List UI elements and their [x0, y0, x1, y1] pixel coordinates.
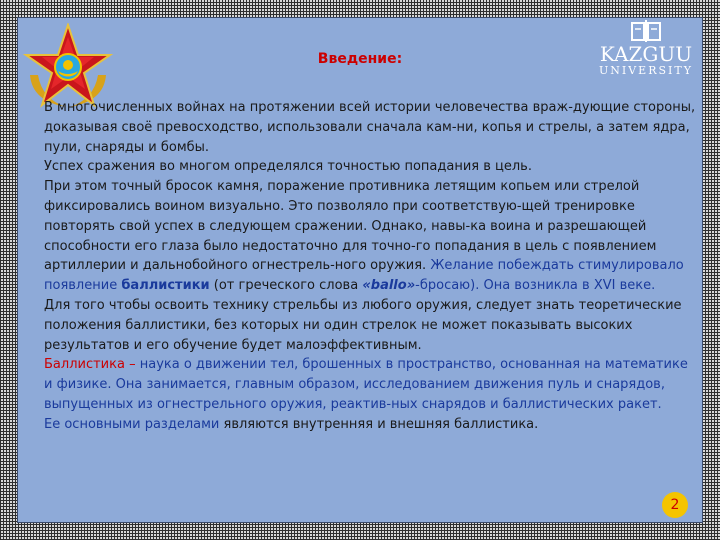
ballistics-term: баллистики: [121, 278, 210, 294]
kazguu-logo: [596, 20, 696, 86]
body-text: [32, 98, 700, 435]
paragraph-3-blue: Желание побеждать стимулировало появление: [44, 258, 684, 294]
slide: [17, 17, 703, 523]
paragraph-2: Успех сражения во многом определялся точностью попадания в цель.: [44, 159, 532, 175]
paragraph-3-end: -бросаю). Она возникла в XVI веке.: [415, 278, 656, 294]
paragraph-6-lead: Ее основными разделами: [44, 416, 220, 432]
page-title: Введение:: [317, 51, 403, 67]
page-number-badge: 2: [662, 492, 688, 518]
paragraph-3-text: При этом точный бросок камня, поражение противника летящим копьем или стрелой фиксировались воином визуально. Это позволяло при соответствую-щей тренировке повторять свой успех в следующем сражении. Однако, навы-ка воина и разрешающей способности его глаза было недостаточно для точно-го попадания в цель с появлением артиллерии и дальнобойного огнестрель-ного оружия.: [44, 179, 657, 274]
paragraph-4: Для того чтобы освоить технику стрельбы из любого оружия, следует знать теоретические положения баллистики, без которых ни один стрелок не может показывать высоких результатов и его обучение будет малоэффективным.: [44, 297, 682, 353]
definition-dash: –: [129, 357, 136, 373]
ballistics-definition-term: Баллистика: [44, 357, 125, 373]
kazguu-logo-icon: [631, 20, 661, 42]
logo-name: KAZGUU: [599, 42, 693, 66]
ballo-word: «ballo»: [362, 278, 416, 294]
paragraph-3-mid: (от греческого слова: [213, 278, 359, 294]
paragraph-3: [32, 177, 700, 296]
paragraph-1: В многочисленных войнах на протяжении всей истории человечества враж-дующие стороны, доказывая своё превосходство, использовали сначала кам-ни, копья и стрелы, а затем ядра, пули, снаряды и бомбы.: [44, 100, 696, 155]
paragraph-6: [32, 415, 700, 435]
logo-subtitle: UNIVERSITY: [599, 64, 693, 77]
ballistics-definition: наука о движении тел, брошенных в пространство, основанная на математике и физике. Она занимается, главным образом, исследованием движения пуль и снарядов, выпущенных из огнестрельного оружия, реактив-ных снарядов и баллистических ракет.: [44, 357, 688, 412]
paragraph-6-rest: являются внутренняя и внешняя баллистика.: [223, 416, 539, 432]
paragraph-5: [32, 355, 700, 414]
